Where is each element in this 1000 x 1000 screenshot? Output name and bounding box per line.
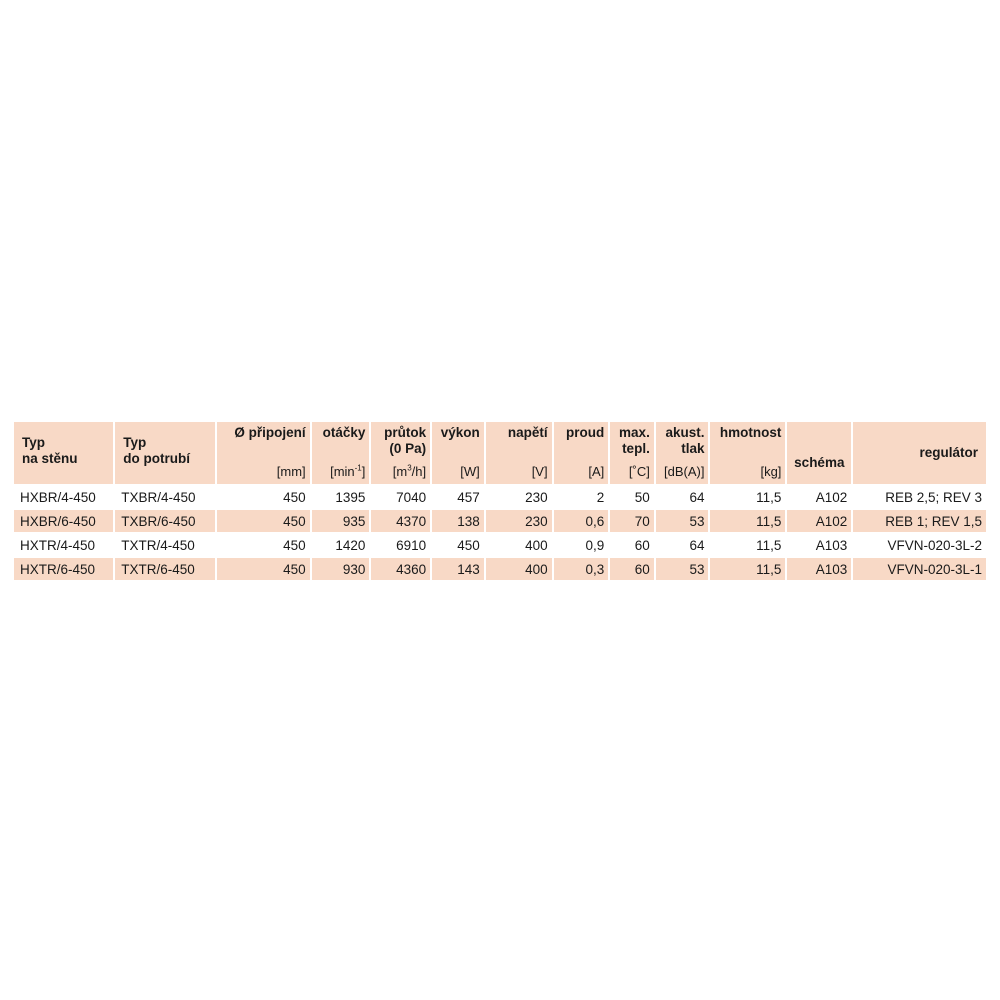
header-schema: schéma [787, 422, 851, 484]
table-row [14, 534, 986, 556]
cell-hmotnost: 11,5 [710, 558, 785, 580]
header-hmotnost: hmotnost [kg] [710, 422, 785, 484]
cell-schema: A102 [787, 510, 851, 532]
cell-tlak: 53 [656, 558, 709, 580]
cell-otacky: 1395 [335, 489, 366, 505]
cell-vykon: 457 [457, 489, 480, 505]
cell-proud: 0,3 [554, 558, 609, 580]
header-napeti: napětí [V] [486, 422, 552, 484]
cell-prutok: 4370 [371, 510, 430, 532]
cell-tepl: 60 [634, 537, 650, 553]
cell-regulator: REB 1; REV 1,5 [853, 510, 986, 532]
cell-otacky: 930 [312, 558, 370, 580]
cell-typ-potrubi: TXTR/6-450 [115, 558, 214, 580]
cell-schema: A103 [787, 558, 851, 580]
table-row [14, 558, 986, 580]
header-regulator: regulátor [853, 422, 986, 484]
header-row [14, 422, 986, 484]
cell-pripojeni: 450 [283, 537, 306, 553]
header-prutok: průtok (0 Pa) $[m^3/h]$ [371, 422, 430, 484]
cell-hmotnost: 11,5 [710, 510, 785, 532]
cell-tepl: 50 [634, 489, 650, 505]
header-pripojeni: Ø připojení [mm] [217, 422, 310, 484]
cell-vykon: 450 [457, 537, 480, 553]
cell-prutok: 6910 [396, 537, 427, 553]
cell-otacky: 1420 [335, 537, 366, 553]
cell-pripojeni: 450 [217, 558, 310, 580]
header-tepl: max. tepl. [˚C] [610, 422, 654, 484]
spec-table [12, 420, 988, 582]
cell-typ-stena: HXBR/4-450 [20, 489, 96, 505]
cell-tlak: 64 [689, 489, 705, 505]
cell-typ-stena: HXBR/6-450 [14, 510, 113, 532]
table-row [14, 510, 986, 532]
header-vykon: výkon [W] [432, 422, 484, 484]
cell-napeti: 230 [486, 510, 552, 532]
cell-typ-stena: HXTR/4-450 [20, 537, 96, 553]
cell-proud: 0,6 [554, 510, 609, 532]
cell-regulator: VFVN-020-3L-2 [887, 537, 982, 553]
cell-typ-stena: HXTR/6-450 [14, 558, 113, 580]
cell-napeti: 400 [486, 558, 552, 580]
cell-schema: A102 [815, 489, 848, 505]
table-row [14, 486, 986, 508]
cell-typ-potrubi: TXBR/6-450 [115, 510, 214, 532]
cell-proud: 2 [596, 489, 605, 505]
cell-tepl: 70 [610, 510, 654, 532]
cell-tepl: 60 [610, 558, 654, 580]
cell-tlak: 64 [689, 537, 705, 553]
cell-typ-potrubi: TXTR/4-450 [121, 537, 195, 553]
cell-proud: 0,9 [585, 537, 605, 553]
cell-vykon: 143 [432, 558, 484, 580]
cell-prutok: 4360 [371, 558, 430, 580]
cell-pripojeni: 450 [283, 489, 306, 505]
cell-regulator: REB 2,5; REV 3 [885, 489, 982, 505]
header-tlak: akust. tlak [dB(A)] [656, 422, 709, 484]
header-typ-stena: Typ na stěnu [14, 422, 113, 484]
cell-hmotnost: 11,5 [756, 537, 782, 553]
cell-prutok: 7040 [396, 489, 427, 505]
header-typ-potrubi: Typ do potrubí [115, 422, 214, 484]
header-proud: proud [A] [554, 422, 609, 484]
cell-pripojeni: 450 [217, 510, 310, 532]
header-otacky: otáčky $[\min^{-1}]$ [312, 422, 370, 484]
cell-hmotnost: 11,5 [756, 489, 782, 505]
cell-napeti: 230 [525, 489, 548, 505]
cell-schema: A103 [815, 537, 848, 553]
cell-napeti: 400 [525, 537, 548, 553]
cell-vykon: 138 [432, 510, 484, 532]
cell-otacky: 935 [312, 510, 370, 532]
cell-typ-potrubi: TXBR/4-450 [121, 489, 196, 505]
cell-regulator: VFVN-020-3L-1 [853, 558, 986, 580]
cell-tlak: 53 [656, 510, 709, 532]
